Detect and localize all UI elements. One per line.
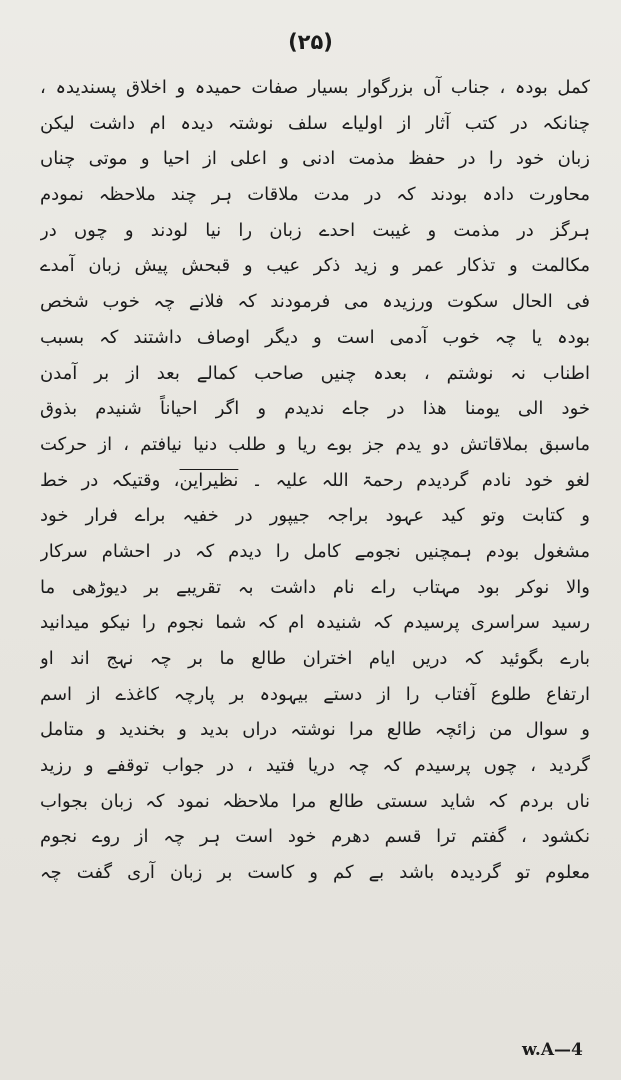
overlined-phrase: نظیراین [179, 469, 239, 491]
text-line: رسید سراسری پرسیدم کہ شنیدہ ام کہ شما نجوم را نیکو میدانید [40, 612, 590, 634]
text-line: فی الحال سکوت ورزیدہ می فرمودند کہ فلانے چہ خوب شخص [40, 291, 590, 313]
text-line: کمل بودہ ، جناب آں بزرگوار بسیار صفات حمیدہ و اخلاق پسندیدہ ، [40, 77, 590, 98]
text-line: بودہ یا چہ خوب آدمی است و دیگر اوصاف داشتند کہ بسبب [40, 326, 590, 348]
text-line: گردید ، چوں پرسیدم کہ چہ دریا فتید ، در جواب توقفے و رزید [40, 755, 590, 777]
text-line: اطناب نہ نوشتم ، بعدہ چنیں صاحب کمالے بعد از بر آمدن [40, 362, 590, 384]
text-line-tail: ، وقتیکہ در خط [40, 469, 180, 491]
text-line: خود الی یومنا ھذا در جاے ندیدم و اگر احیاناً شنیدم بذوق [40, 398, 590, 420]
text-line: معلوم تو گردیدہ باشد بے کم و کاست بر زبان آری گفت چہ [40, 862, 590, 884]
text-body [40, 70, 590, 891]
text-line: والا نوکر بود مہتاب راے نام داشت بہ تقریبے بر دیوڑھی ما [40, 576, 590, 598]
text-line: و کتابت وتو کید عہود براجہ جیپور در خفیہ براے فرار خود [40, 505, 590, 527]
text-line: مکالمت و تذکار عمر و زید ذکر عیب و قبحش پیش زبان آمدے [40, 255, 590, 277]
text-line: محاورت دادہ بودند کہ در مدت ملاقات ہر چند ملاحظہ نمودم [40, 184, 590, 206]
text-line: مشغول بودم ہمچنیں نجومے کامل را دیدم کہ در احشام سرکار [40, 540, 590, 562]
text-line: ماسبق بملاقاتش دو یدم جز بوے ریا و طلب دنیا نیافتم ، از حرکت [40, 433, 590, 455]
text-line: و سوال من زائچہ طالع مرا نوشتہ دراں بدید و بخندید و متامل [40, 719, 590, 741]
text-line-part: لغو خود نادم گردیدم رحمۃ اللہ علیہ ۔ [238, 469, 590, 491]
text-line: ارتفاع طلوع آفتاب را از دستے بیہودہ بر پارچہ کاغذے از اسم [40, 683, 590, 705]
text-line: ہرگز در مذمت و غیبت احدے زبان را نیا لودند و چوں در [40, 219, 590, 241]
text-line: نکشود ، گفتم ترا قسم دھرم خود است ہر چہ از روے نجوم [40, 826, 590, 848]
signature-mark: w.A—4 [522, 1040, 583, 1060]
text-line-with-overline [40, 463, 590, 499]
text-line: چنانکہ در کتب آثار از اولیاے سلف نوشتہ دیدہ ام داشت لیکن [40, 112, 590, 134]
text-line: بارے بگوئید کہ دریں ایام اختران طالع ما بر چہ نہج اند او [40, 648, 590, 669]
page-number: (۲۵) [288, 30, 333, 54]
text-line: ناں بردم کہ شاید سستی طالع مرا ملاحظہ نمود کہ زبان بجواب [40, 790, 590, 812]
text-line: زبان خود را در حفظ مذمت ادنی و اعلی از احیا و موتی چناں [40, 148, 590, 170]
